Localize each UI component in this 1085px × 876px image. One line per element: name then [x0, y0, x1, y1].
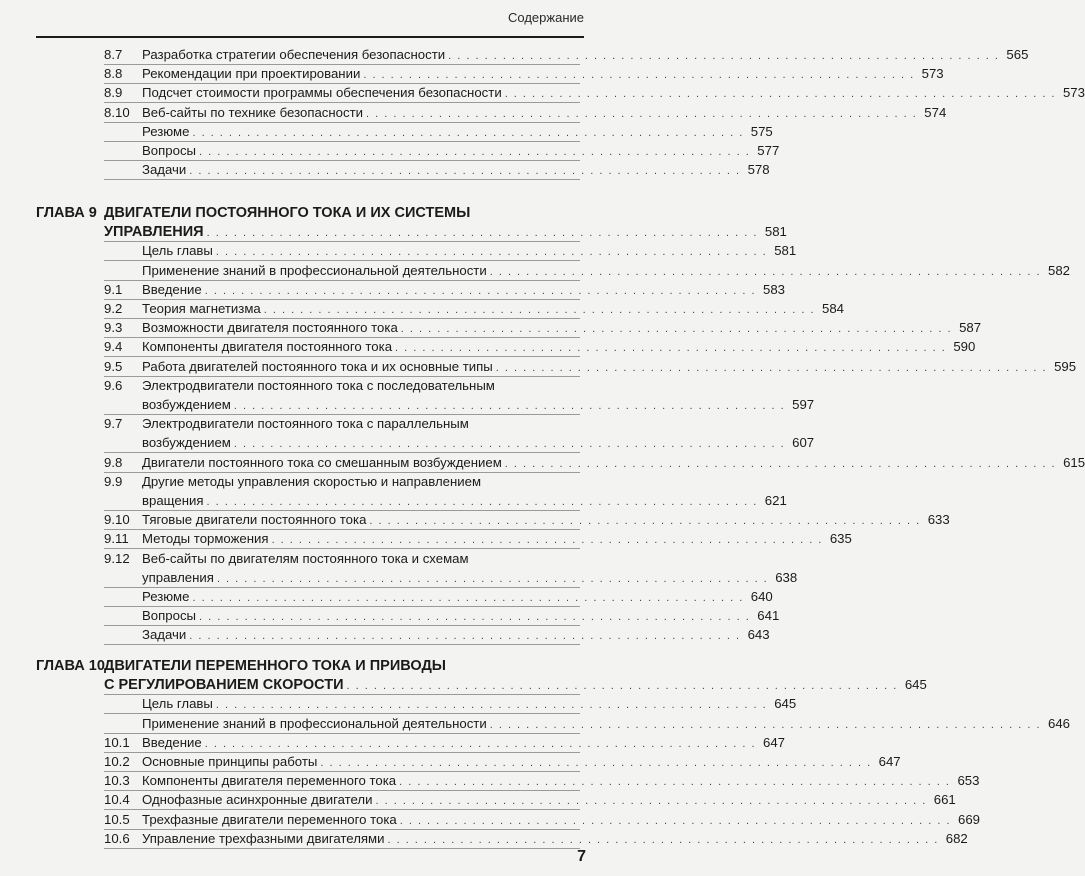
leader-dots: . . . . . . . . . . . . . . . . . . . . . . . . . . . . . . . . . . . . . . . . . . . . . . . . . . . . . . . . . . . . . [199, 611, 751, 624]
leader-dots: . . . . . . . . . . . . . . . . . . . . . . . . . . . . . . . . . . . . . . . . . . . . . . . . . . . . . . . . . . . . . [216, 572, 769, 585]
leader-dots: . . . . . . . . . . . . . . . . . . . . . . . . . . . . . . . . . . . . . . . . . . . . . . . . . . . . . . . . . . . . . [199, 146, 751, 158]
entry-title: возбуждением [142, 435, 231, 451]
toc-entry [104, 319, 982, 338]
toc-entry [104, 84, 1085, 103]
entry-number: 10.5 [104, 811, 130, 827]
leader-dots: . . . . . . . . . . . . . . . . . . . . . . . . . . . . . . . . . . . . . . . . . . . . . . . . . . . . . . . . . . . . . [375, 795, 927, 808]
leader-dots: . . . . . . . . . . . . . . . . . . . . . . . . . . . . . . . . . . . . . . . . . . . . . . . . . . . . . . . . . . . . . [263, 304, 816, 316]
entry-title: Применение знаний в профессиональной деятельности [142, 715, 487, 731]
toc-entry [104, 492, 787, 511]
entry-number: 9.9 [104, 473, 123, 489]
toc-entry [104, 830, 968, 849]
toc-entry [104, 242, 797, 261]
toc-entry [104, 695, 797, 714]
toc-entry [104, 434, 815, 453]
leader-dots: . . . . . . . . . . . . . . . . . . . . . . . . . . . . . . . . . . . . . . . . . . . . . . . . . . . . . . . . . . . . . [387, 833, 939, 846]
entry-page: 578 [747, 162, 770, 178]
chapter-title: ДВИГАТЕЛИ ПОСТОЯННОГО ТОКА И ИХ СИСТЕМЫ [104, 205, 471, 221]
entry-title: Резюме [142, 589, 190, 604]
leader-dots: . . . . . . . . . . . . . . . . . . . . . . . . . . . . . . . . . . . . . . . . . . . . . . . . . . . . . . . . . . . . . [204, 284, 757, 297]
entry-title: Управление трехфазными двигателями [142, 830, 385, 846]
entry-number: 8.8 [104, 66, 123, 82]
toc-entry [104, 791, 956, 810]
running-header: Содержание [508, 10, 584, 25]
entry-title: вращения [142, 493, 204, 508]
entry-title: Резюме [142, 123, 190, 139]
leader-dots: . . . . . . . . . . . . . . . . . . . . . . . . . . . . . . . . . . . . . . . . . . . . . . . . . . . . . . . . . . . . . [192, 592, 744, 604]
entry-page: 575 [750, 123, 773, 139]
entry-title: Веб-сайты по технике безопасности [142, 104, 364, 120]
chapter-title-line [104, 676, 927, 695]
entry-page: 647 [763, 734, 786, 750]
leader-dots: . . . . . . . . . . . . . . . . . . . . . . . . . . . . . . . . . . . . . . . . . . . . . . . . . . . . . . . . . . . . . [206, 227, 758, 240]
toc-entry [104, 396, 815, 415]
leader-dots: . . . . . . . . . . . . . . . . . . . . . . . . . . . . . . . . . . . . . . . . . . . . . . . . . . . . . . . . . . . . . [489, 265, 1042, 278]
entry-title: Возможности двигателя постоянного тока [142, 320, 398, 336]
entry-title: Задачи [142, 627, 187, 643]
toc-entry [104, 607, 780, 626]
leader-dots: . . . . . . . . . . . . . . . . . . . . . . . . . . . . . . . . . . . . . . . . . . . . . . . . . . . . . . . . . . . . . [233, 438, 786, 451]
entry-page: 633 [927, 512, 950, 528]
entry-number: 9.8 [104, 454, 123, 470]
toc-entry [104, 569, 798, 588]
entry-title: управления [142, 569, 214, 585]
entry-title: Основные принципы работы [142, 754, 318, 769]
entry-title: Компоненты двигателя постоянного тока [142, 339, 393, 355]
entry-number: 9.11 [104, 531, 129, 547]
leader-dots: . . . . . . . . . . . . . . . . . . . . . . . . . . . . . . . . . . . . . . . . . . . . . . . . . . . . . . . . . . . . . [399, 814, 952, 827]
entry-page: 615 [1063, 454, 1085, 470]
toc-entry [104, 772, 980, 791]
entry-number: 8.9 [104, 85, 123, 101]
entry-number: 10.4 [104, 792, 130, 808]
entry-title: Веб-сайты по двигателям постоянного тока и схемам [142, 550, 469, 566]
entry-page: 643 [747, 627, 770, 643]
entry-number: 9.12 [104, 550, 130, 566]
chapter-title-cont: УПРАВЛЕНИЯ [104, 224, 204, 241]
entry-page: 573 [921, 66, 944, 82]
entry-page: 645 [774, 696, 797, 712]
leader-dots: . . . . . . . . . . . . . . . . . . . . . . . . . . . . . . . . . . . . . . . . . . . . . . . . . . . . . . . . . . . . . [489, 718, 1042, 731]
leader-dots: . . . . . . . . . . . . . . . . . . . . . . . . . . . . . . . . . . . . . . . . . . . . . . . . . . . . . . . . . . . . . [206, 496, 758, 508]
entry-page: 646 [1048, 715, 1071, 731]
toc-entry [104, 377, 580, 395]
toc-entry [104, 161, 770, 180]
chapter-title-cont: С РЕГУЛИРОВАНИЕМ СКОРОСТИ [104, 677, 344, 694]
leader-dots: . . . . . . . . . . . . . . . . . . . . . . . . . . . . . . . . . . . . . . . . . . . . . . . . . . . . . . . . . . . . . [363, 69, 915, 82]
entry-number: 9.4 [104, 339, 123, 355]
entry-number: 9.5 [104, 358, 123, 374]
entry-title: Работа двигателей постоянного тока и их основные типы [142, 358, 493, 374]
page-number: 7 [577, 848, 586, 865]
entry-title: Другие методы управления скоростью и направлением [142, 473, 482, 489]
toc-entry [104, 626, 770, 645]
leader-dots: . . . . . . . . . . . . . . . . . . . . . . . . . . . . . . . . . . . . . . . . . . . . . . . . . . . . . . . . . . . . . [399, 776, 951, 789]
entry-page: 653 [957, 773, 980, 789]
entry-title: Рекомендации при проектировании [142, 66, 361, 82]
entry-page: 582 [1048, 262, 1071, 278]
entry-title: Теория магнетизма [142, 301, 261, 316]
chapter-label: ГЛАВА 9 [36, 205, 97, 221]
entry-number: 8.7 [104, 47, 123, 62]
entry-page: 640 [750, 589, 773, 604]
entry-title: Применение знаний в профессиональной деятельности [142, 262, 487, 278]
leader-dots: . . . . . . . . . . . . . . . . . . . . . . . . . . . . . . . . . . . . . . . . . . . . . . . . . . . . . . . . . . . . . [215, 246, 768, 259]
toc-entry [104, 588, 773, 607]
entry-title: Вопросы [142, 143, 197, 158]
entry-title: Разработка стратегии обеспечения безопасности [142, 47, 446, 62]
chapter-page: 581 [764, 224, 787, 240]
entry-number: 10.1 [104, 734, 130, 750]
leader-dots: . . . . . . . . . . . . . . . . . . . . . . . . . . . . . . . . . . . . . . . . . . . . . . . . . . . . . . . . . . . . . [495, 361, 1048, 374]
entry-number: 10.2 [104, 754, 130, 769]
toc-entry [104, 734, 786, 753]
entry-number: 9.2 [104, 301, 123, 316]
toc-entry [104, 530, 852, 549]
entry-title: Введение [142, 734, 202, 750]
entry-page: 638 [775, 569, 798, 585]
entry-number: 9.10 [104, 512, 130, 528]
entry-title: Двигатели постоянного тока со смешанным возбуждением [142, 454, 502, 470]
entry-title: Цель главы [142, 243, 213, 259]
entry-title: Вопросы [142, 608, 197, 624]
leader-dots: . . . . . . . . . . . . . . . . . . . . . . . . . . . . . . . . . . . . . . . . . . . . . . . . . . . . . . . . . . . . . [271, 534, 823, 547]
toc-entry [104, 104, 947, 123]
toc-entry [104, 715, 1071, 734]
entry-page: 635 [829, 531, 852, 547]
leader-dots: . . . . . . . . . . . . . . . . . . . . . . . . . . . . . . . . . . . . . . . . . . . . . . . . . . . . . . . . . . . . . [233, 400, 786, 412]
leader-dots: . . . . . . . . . . . . . . . . . . . . . . . . . . . . . . . . . . . . . . . . . . . . . . . . . . . . . . . . . . . . . [215, 699, 768, 712]
entry-number: 9.1 [104, 281, 123, 297]
entry-page: 574 [924, 104, 947, 120]
entry-page: 584 [822, 301, 845, 316]
entry-page: 641 [757, 608, 780, 624]
entry-page: 565 [1006, 47, 1029, 62]
leader-dots: . . . . . . . . . . . . . . . . . . . . . . . . . . . . . . . . . . . . . . . . . . . . . . . . . . . . . . . . . . . . . [395, 342, 947, 355]
entry-title: Подсчет стоимости программы обеспечения безопасности [142, 85, 502, 101]
toc-entry [104, 300, 845, 319]
entry-page: 573 [1062, 85, 1085, 101]
chapter-page: 645 [904, 677, 927, 693]
entry-title: Электродвигатели постоянного тока с параллельным [142, 416, 469, 432]
entry-page: 647 [878, 754, 901, 769]
toc-entry [104, 811, 981, 830]
toc-entry [104, 123, 773, 142]
toc-entry [104, 415, 580, 433]
entry-page: 661 [933, 792, 956, 808]
leader-dots: . . . . . . . . . . . . . . . . . . . . . . . . . . . . . . . . . . . . . . . . . . . . . . . . . . . . . . . . . . . . . [189, 165, 741, 178]
entry-title: Методы торможения [142, 531, 269, 547]
leader-dots: . . . . . . . . . . . . . . . . . . . . . . . . . . . . . . . . . . . . . . . . . . . . . . . . . . . . . . . . . . . . . [192, 126, 744, 139]
leader-dots: . . . . . . . . . . . . . . . . . . . . . . . . . . . . . . . . . . . . . . . . . . . . . . . . . . . . . . . . . . . . . [189, 630, 741, 643]
entry-number: 8.10 [104, 104, 130, 120]
toc-entry [104, 281, 786, 300]
toc-entry [104, 511, 950, 530]
leader-dots: . . . . . . . . . . . . . . . . . . . . . . . . . . . . . . . . . . . . . . . . . . . . . . . . . . . . . . . . . . . . . [448, 50, 1000, 62]
leader-dots: . . . . . . . . . . . . . . . . . . . . . . . . . . . . . . . . . . . . . . . . . . . . . . . . . . . . . . . . . . . . . [400, 323, 953, 336]
entry-page: 669 [958, 811, 981, 827]
entry-page: 621 [764, 493, 787, 508]
toc-entry [104, 65, 944, 84]
toc-entry [104, 46, 1029, 65]
entry-title: Трехфазные двигатели переменного тока [142, 811, 397, 827]
toc-entry [104, 338, 976, 357]
toc-entry [104, 473, 580, 491]
entry-title: возбуждением [142, 397, 231, 412]
chapter-title-line [104, 223, 787, 242]
leader-dots: . . . . . . . . . . . . . . . . . . . . . . . . . . . . . . . . . . . . . . . . . . . . . . . . . . . . . . . . . . . . . [204, 737, 757, 750]
entry-page: 577 [757, 143, 780, 158]
entry-page: 583 [763, 281, 786, 297]
entry-page: 682 [945, 830, 968, 846]
entry-title: Однофазные асинхронные двигатели [142, 792, 373, 808]
entry-page: 597 [792, 397, 815, 412]
leader-dots: . . . . . . . . . . . . . . . . . . . . . . . . . . . . . . . . . . . . . . . . . . . . . . . . . . . . . . . . . . . . . [366, 107, 918, 120]
entry-number: 9.6 [104, 377, 123, 393]
entry-title: Тяговые двигатели постоянного тока [142, 512, 367, 528]
entry-page: 587 [959, 320, 982, 336]
entry-page: 607 [792, 435, 815, 451]
entry-title: Задачи [142, 162, 187, 178]
chapter-label: ГЛАВА 10 [36, 658, 105, 674]
toc-entry [104, 550, 580, 568]
toc-entry [104, 358, 1077, 377]
toc-entry [104, 753, 901, 772]
leader-dots: . . . . . . . . . . . . . . . . . . . . . . . . . . . . . . . . . . . . . . . . . . . . . . . . . . . . . . . . . . . . . [320, 757, 872, 769]
entry-number: 9.7 [104, 416, 123, 432]
entry-number: 9.3 [104, 320, 123, 336]
entry-title: Цель главы [142, 696, 213, 712]
toc-entry [104, 454, 1085, 473]
leader-dots: . . . . . . . . . . . . . . . . . . . . . . . . . . . . . . . . . . . . . . . . . . . . . . . . . . . . . . . . . . . . . [504, 88, 1056, 101]
leader-dots: . . . . . . . . . . . . . . . . . . . . . . . . . . . . . . . . . . . . . . . . . . . . . . . . . . . . . . . . . . . . . [369, 515, 921, 528]
entry-title: Введение [142, 281, 202, 297]
chapter-title: ДВИГАТЕЛИ ПЕРЕМЕННОГО ТОКА И ПРИВОДЫ [104, 658, 446, 674]
leader-dots: . . . . . . . . . . . . . . . . . . . . . . . . . . . . . . . . . . . . . . . . . . . . . . . . . . . . . . . . . . . . . [346, 680, 898, 693]
entry-number: 10.6 [104, 830, 130, 846]
toc-entry [104, 142, 780, 161]
toc-entry [104, 262, 1071, 281]
entry-page: 581 [774, 243, 797, 259]
entry-page: 595 [1054, 358, 1077, 374]
entry-number: 10.3 [104, 773, 130, 789]
entry-page: 590 [953, 339, 976, 355]
leader-dots: . . . . . . . . . . . . . . . . . . . . . . . . . . . . . . . . . . . . . . . . . . . . . . . . . . . . . . . . . . . . . [504, 457, 1057, 470]
entry-title: Электродвигатели постоянного тока с последовательным [142, 377, 495, 393]
entry-title: Компоненты двигателя переменного тока [142, 773, 397, 789]
header-rule [36, 36, 584, 38]
